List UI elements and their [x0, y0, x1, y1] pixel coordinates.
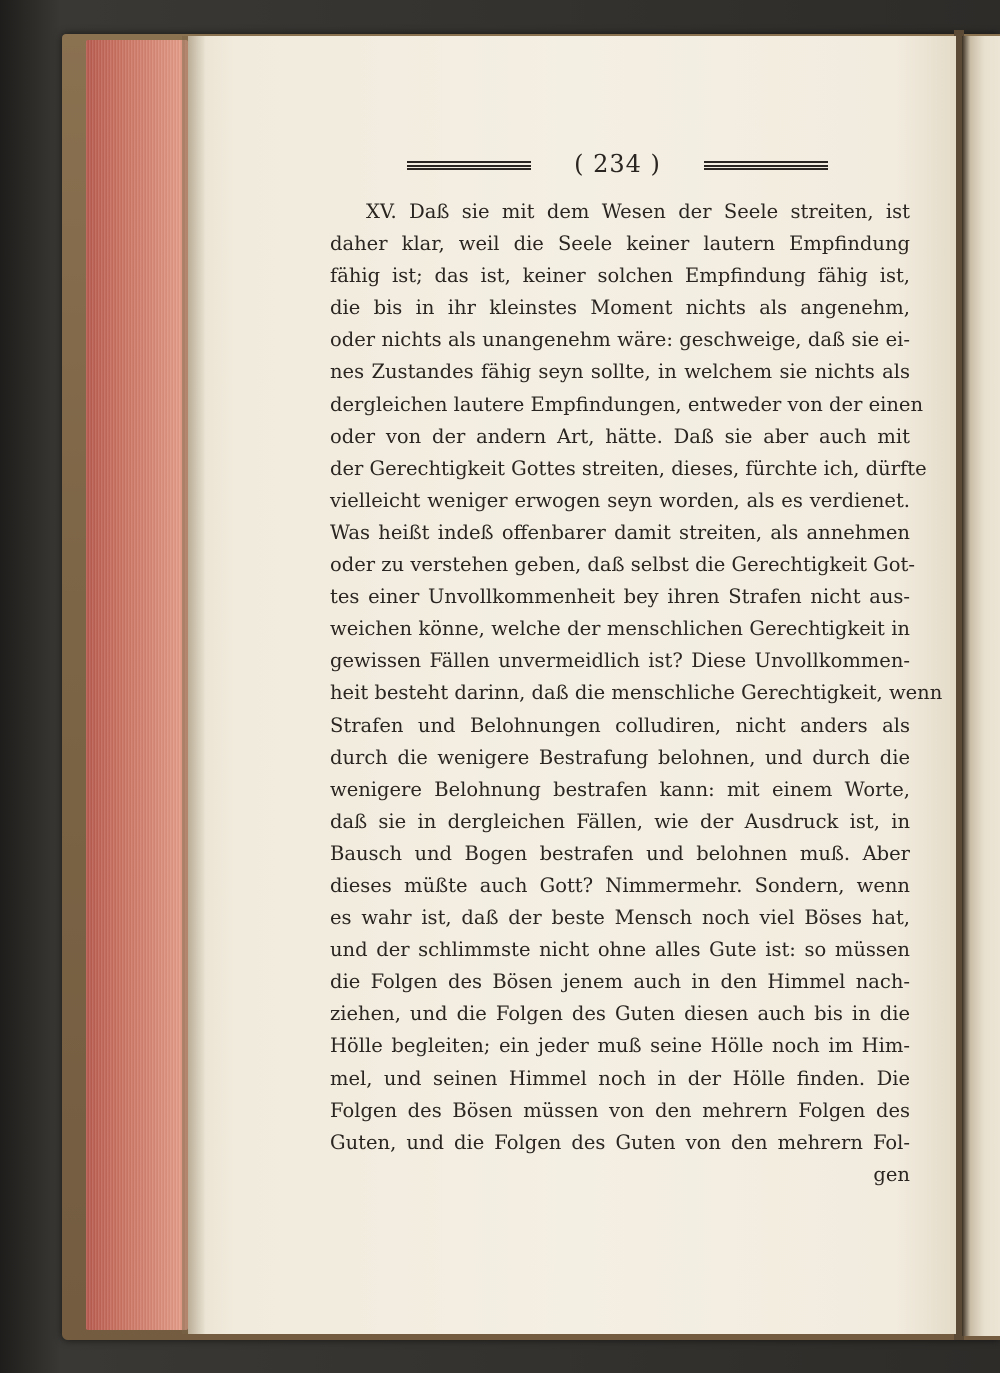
text-line: und der schlimmste nicht ohne alles Gute ist: so müssen [330, 938, 910, 962]
text-line: Folgen des Bösen müssen von den mehrern Folgen des [330, 1098, 910, 1122]
facing-page-edge [962, 36, 1000, 1336]
catchword: gen [873, 1162, 910, 1186]
text-line: es wahr ist, daß der beste Mensch noch viel Böses hat, [330, 906, 910, 930]
page-header [405, 150, 830, 180]
text-line: heit besteht darinn, daß die menschliche Gerechtigkeit, wenn [330, 681, 943, 705]
gutter-shadow [182, 36, 206, 1334]
text-line: tes einer Unvollkommenheit bey ihren Strafen nicht aus- [330, 585, 910, 609]
text-line: wenigere Belohnung bestrafen kann: mit einem Worte, [330, 777, 910, 801]
text-line: ziehen, und die Folgen des Guten diesen auch bis in die [330, 1002, 910, 1026]
text-line: Strafen und Belohnungen colludiren, nicht anders als [330, 713, 910, 737]
text-line: XV. Daß sie mit dem Wesen der Seele streiten, ist [366, 200, 910, 223]
text-line: Guten, und die Folgen des Guten von den mehrern Fol- [330, 1130, 910, 1154]
text-line: dieses müßte auch Gott? Nimmermehr. Sondern, wenn [330, 873, 910, 897]
text-line: die Folgen des Bösen jenem auch in den Himmel nach- [330, 970, 910, 994]
text-line: oder nichts als unangenehm wäre: geschweige, daß sie ei- [330, 328, 910, 352]
text-line: Was heißt indeß offenbarer damit streiten, als annehmen [330, 520, 910, 544]
text-line: fähig ist; das ist, keiner solchen Empfindung fähig ist, [330, 264, 910, 288]
text-line: Hölle begleiten; ein jeder muß seine Hölle noch im Him- [330, 1034, 910, 1058]
text-line: daher klar, weil die Seele keiner lautern Empfindung [330, 232, 910, 256]
text-line: dergleichen lautere Empfindungen, entweder von der einen [330, 392, 924, 416]
text-line: gewissen Fällen unvermeidlich ist? Diese Unvollkommen- [330, 649, 910, 673]
text-line: Bausch und Bogen bestrafen und belohnen muß. Aber [330, 841, 910, 865]
text-line: nes Zustandes fähig seyn sollte, in welchem sie nichts als [330, 360, 910, 384]
text-line: mel, und seinen Himmel noch in der Hölle finden. Die [330, 1066, 910, 1090]
page-number: ( 234 ) [574, 150, 661, 178]
text-line: weichen könne, welche der menschlichen Gerechtigkeit in [330, 617, 910, 641]
text-line: oder von der andern Art, hätte. Daß sie aber auch mit [330, 424, 910, 448]
text-line: die bis in ihr kleinstes Moment nichts als angenehm, [330, 296, 910, 320]
red-page-edges [86, 40, 188, 1330]
text-line: vielleicht weniger erwogen seyn worden, als es verdienet. [330, 488, 910, 512]
text-line: oder zu verstehen geben, daß selbst die Gerechtigkeit Got- [330, 553, 915, 577]
header-rule-right [704, 161, 828, 170]
text-line: durch die wenigere Bestrafung belohnen, und durch die [330, 745, 910, 769]
text-line: der Gerechtigkeit Gottes streiten, dieses, fürchte ich, dürfte [330, 456, 927, 480]
text-line: daß sie in dergleichen Fällen, wie der Ausdruck ist, in [330, 809, 910, 833]
page-body-text [330, 196, 943, 1191]
